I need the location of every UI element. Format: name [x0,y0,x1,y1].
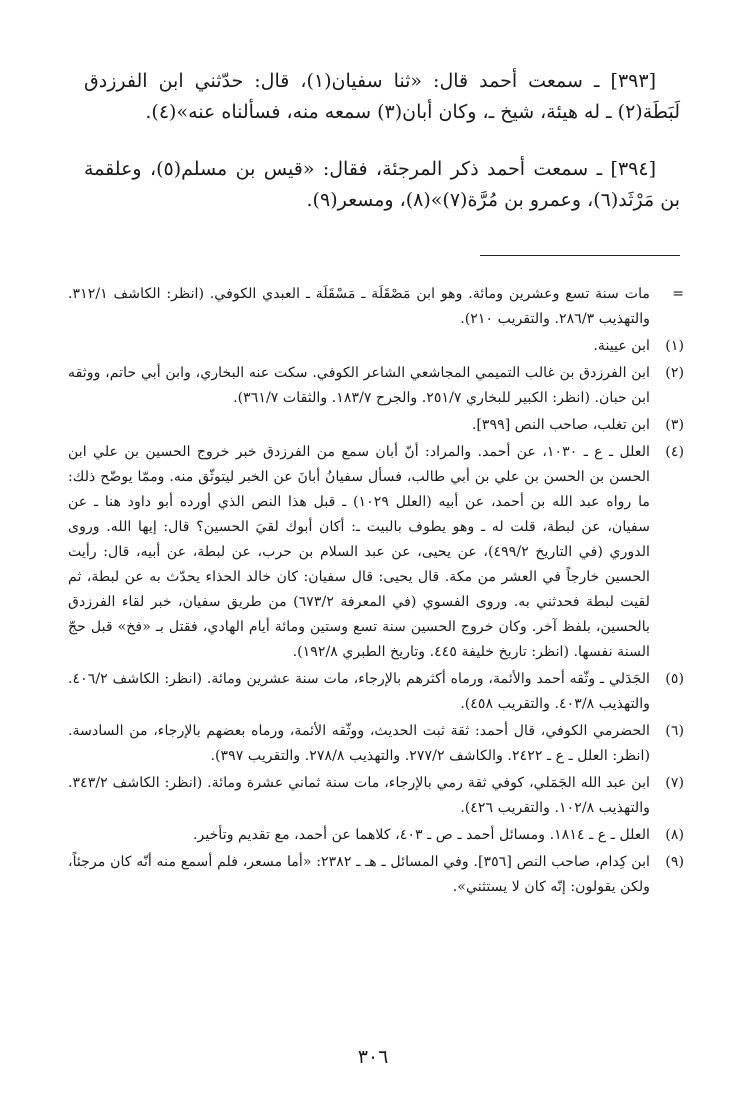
footnote-3 [68,413,684,438]
footnote-5 [68,667,684,717]
footnotes [68,282,684,902]
footnote-text: ابن الفرزدق بن غالب التميمي المجاشعي الشاعر الكوفي. سكت عنه البخاري، وابن أبي حاتم، ووثقه ابن حبان. (انظر: الكبير للبخاري ٢٥١/٧. والجرح ١٨٣/٧. والثقات ٣٦١/٧). [68,365,650,406]
footnote-6 [68,719,684,769]
footnote-number: (٧) [665,775,684,791]
footnote-number: (٨) [665,827,684,843]
footnote-text: ابن كِدام، صاحب النص [٣٥٦]. وفي المسائل ـ هـ ـ ٢٣٨٢: «أما مسعر، فلم أسمع منه أنّه كان مرجئاً، ولكن يقولون: إنّه كان لا يستثني». [68,854,650,895]
footnote-separator [480,255,680,256]
footnote-number: (٢) [665,365,684,381]
footnote-text: ابن عيينة. [593,338,650,354]
footnote-9 [68,850,684,900]
footnote-number: (٤) [665,444,684,460]
footnote-2 [68,361,684,411]
page-number: ٣٠٦ [357,1046,389,1068]
footnote-7 [68,771,684,821]
footnote-number: (٦) [665,723,684,739]
footnote-number: = [672,286,684,302]
footnote-text: ابن عبد الله الجَمَلي، كوفي ثقة رمي بالإرجاء، مات سنة ثماني عشرة ومائة. (انظر: الكاشف ٣٤٣/٢. والتهذيب ١٠٢/٨. والتقريب ٤٢٦). [68,775,650,816]
entry-393: [٣٩٣] ـ سمعت أحمد قال: «ثنا سفيان(١)، قال: حدّثني ابن الفرزدق لَبَطَة(٢) ـ له هيئة، شيخ ـ، وكان أبان(٣) سمعه منه، فسألناه عنه»(٤). [84,70,680,123]
footnote-text: الحضرمي الكوفي، قال أحمد: ثقة ثبت الحديث، ووثّقه الأئمة، ورماه بعضهم بالإرجاء، من السادسة. (انظر: العلل ـ ع ـ ٢٤٢٢. والكاشف ٢٧٧/٢. والتهذيب ٢٧٨/٨. والتقريب ٣٩٧). [68,723,650,764]
main-text [84,66,680,242]
footnote-8 [68,823,684,848]
footnote-1 [68,334,684,359]
footnote-number: (١) [665,338,684,354]
entry-394: [٣٩٤] ـ سمعت أحمد ذكر المرجئة، فقال: «قيس بن مسلم(٥)، وعلقمة بن مَرْثَد(٦)، وعمرو بن مُرَّة(٧)»(٨)، ومسعر(٩). [84,158,680,211]
footnote-continuation [68,282,684,332]
footnote-text: الجَدَلي ـ وثّقه أحمد والأئمة، ورماه أكثرهم بالإرجاء، مات سنة عشرين ومائة. (انظر: الكاشف ٤٠٦/٢. والتهذيب ٤٠٣/٨. والتقريب ٤٥٨). [68,671,650,712]
footnote-text: مات سنة تسع وعشرين ومائة. وهو ابن مَصْقَلَة ـ مَسْقَلَة ـ العبدي الكوفي. (انظر: الكاشف ٣١٢/١. والتهذيب ٢٨٦/٣. والتقريب ٢١٠). [68,286,650,327]
footnote-text: ابن تغلب، صاحب النص [٣٩٩]. [471,417,650,433]
footnote-number: (٩) [665,854,684,870]
footnote-number: (٣) [665,417,684,433]
footnote-text: العلل ـ ع ـ ١٠٣٠، عن أحمد. والمراد: أنّ أبان سمع من الفرزدق خبر خروج الحسين بن علي ابن الحسن بن الحسن بن علي بن أبي طالب، فسأل سفيانُ أبانَ عن الخبر ليتوثّق منه. وممّا يوضّح ذلك: ما رواه عبد الله بن أحمد، عن أبيه (العلل ١٠٢٩) ـ قبل هذا النص الذي أورده أبو داود هنا ـ عن سفيان، عن لبطة، قلت له ـ وهو يطوف بالبيت ـ: أكان أبوك لقيَ الحسين؟ قال: إيها الله. وروى الدوري (في التاريخ ٤٩٩/٢)، عن يحيى، عن عبد السلام بن حرب، عن لبطة، عن أبيه، قال: رأيت الحسين خارجاً في العشر من مكة. قال يحيى: قال سفيان: كان خالد الحذاء يحدّث به عن لبطة، ثم لقيت لبطة فحدثني به. وروى الفسوي (في المعرفة ٦٧٣/٢) من طريق سفيان، خبر لقاء الفرزدق بالحسين، بلفظ آخر. وكان خروج الحسين سنة تسع وستين ومائة أيام الهادي، فقتل بـ «فخ» قبل حجّ السنة نفسها. (انظر: تاريخ خليفة ٤٤٥. وتاريخ الطبري ١٩٢/٨). [68,444,650,660]
footnote-text: العلل ـ ع ـ ١٨١٤. ومسائل أحمد ـ ص ـ ٤٠٣، كلاهما عن أحمد، مع تقديم وتأخير. [193,827,650,843]
footnote-number: (٥) [665,671,684,687]
footnote-4 [68,440,684,665]
